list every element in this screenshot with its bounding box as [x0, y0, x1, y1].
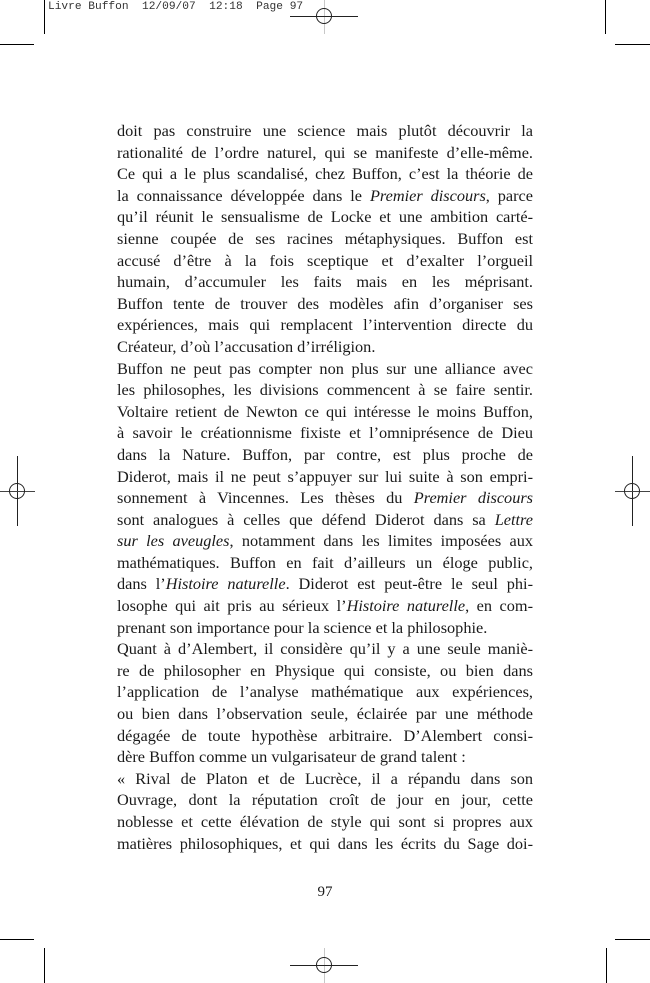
- text-line: noblesse et cette élévation de style qui sont si propres aux: [117, 812, 533, 831]
- crop-mark-top-right-horizontal: [615, 44, 650, 45]
- text-line: sienne coupée de ses racines métaphysiques. Buffon est: [117, 228, 533, 248]
- text-line: la connaissance développée dans le Premier discours, parce: [117, 185, 534, 205]
- text-line: Voltaire retient de Newton ce qui intéresse le moins Buffon,: [117, 401, 533, 421]
- print-slug: Livre Buffon 12/09/07 12:18 Page 97: [48, 1, 304, 13]
- crop-mark-bottom-left-horizontal: [0, 939, 34, 940]
- crop-mark-top-left-vertical: [44, 0, 45, 34]
- text-line: Ce qui a le plus scandalisé, chez Buffon, c’est la théorie de: [117, 164, 533, 184]
- text-line: mathématiques. Buffon en fait d’ailleurs un éloge public,: [117, 552, 533, 572]
- text-line: Buffon ne peut pas compter non plus sur une alliance avec: [117, 358, 533, 378]
- text-line: dans la Nature. Buffon, par contre, est plus proche de: [117, 444, 533, 464]
- italic-title: sur les aveugles: [117, 531, 230, 551]
- text-line: Ouvrage, dont la réputation croît de jour en jour, cette: [117, 790, 533, 810]
- text-line: re de philosopher en Physique qui consiste, ou bien dans: [117, 660, 533, 680]
- text-line: à savoir le créationnisme fixiste et l’omniprésence de Dieu: [117, 423, 533, 443]
- text-line: qu’il réunit le sensualisme de Locke et une ambition carté-: [117, 207, 533, 227]
- paragraph: [117, 768, 533, 854]
- text-line: dans l’Histoire naturelle. Diderot est peut-être le seul phi-: [117, 574, 533, 594]
- italic-title: Lettre: [494, 509, 533, 529]
- text-line: humain, d’accumuler les faits mais en les méprisant.: [117, 272, 533, 292]
- crop-mark-bottom-right-vertical: [606, 948, 607, 983]
- registration-circle-icon: [624, 483, 640, 499]
- registration-circle-icon: [316, 957, 332, 973]
- text-line: matières philosophiques, et qui dans les écrits du Sage doi-: [117, 833, 533, 853]
- text-line: Créateur, d’où l’accusation d’irréligion.: [117, 336, 376, 356]
- italic-title: Premier discours: [413, 488, 534, 508]
- text-line: les philosophes, les divisions commencent à se faire sentir.: [117, 380, 533, 400]
- text-line: sonnement à Vincennes. Les thèses du Premier discours: [117, 488, 534, 508]
- text-line: sur les aveugles, notamment dans les limites imposées aux: [117, 531, 534, 551]
- crop-mark-top-left-horizontal: [0, 44, 34, 45]
- text-line: l’application de l’analyse mathématique aux expériences,: [117, 682, 533, 702]
- text-line: prenant son importance pour la science et la philosophie.: [117, 617, 488, 637]
- paragraph: [117, 358, 533, 639]
- page-number: 97: [317, 884, 333, 900]
- crop-mark-bottom-left-vertical: [44, 948, 45, 983]
- text-line: expériences, mais qui remplacent l’intervention directe du: [117, 315, 533, 335]
- text-line: dère Buffon comme un vulgarisateur de grand talent :: [117, 747, 466, 767]
- italic-title: Histoire naturelle: [346, 596, 466, 616]
- text-line: « Rival de Platon et de Lucrèce, il a répandu dans son: [117, 768, 533, 788]
- italic-title: Histoire naturelle: [165, 574, 286, 594]
- paragraph: [117, 638, 533, 768]
- crop-mark-top-right-vertical: [605, 0, 606, 34]
- text-line: sont analogues à celles que défend Diderot dans sa Lettre: [117, 509, 533, 529]
- crop-mark-bottom-right-horizontal: [615, 939, 650, 940]
- text-line: rationalité de l’ordre naturel, qui se manifeste d’elle-même.: [117, 142, 533, 162]
- italic-title: Premier discours: [369, 185, 486, 205]
- registration-circle-icon: [316, 8, 332, 24]
- paragraph: [117, 120, 533, 358]
- text-line: accusé d’être à la fois sceptique et d’exalter l’orgueil: [117, 250, 533, 270]
- text-line: dégagée de toute hypothèse arbitraire. D’Alembert consi-: [117, 725, 533, 745]
- text-line: losophe qui ait pris au sérieux l’Histoire naturelle, en com-: [117, 596, 534, 616]
- body-text: [117, 120, 533, 854]
- text-line: Quant à d’Alembert, il considère qu’il y a une seule maniè-: [117, 639, 533, 659]
- text-line: ou bien dans l’observation seule, éclairée par une méthode: [117, 704, 533, 724]
- registration-circle-icon: [9, 483, 25, 499]
- text-line: Diderot, mais il ne peut s’appuyer sur lui suite à son empri-: [117, 466, 533, 486]
- text-line: Buffon tente de trouver des modèles afin d’organiser ses: [117, 293, 533, 313]
- text-line: doit pas construire une science mais plutôt découvrir la: [117, 121, 533, 140]
